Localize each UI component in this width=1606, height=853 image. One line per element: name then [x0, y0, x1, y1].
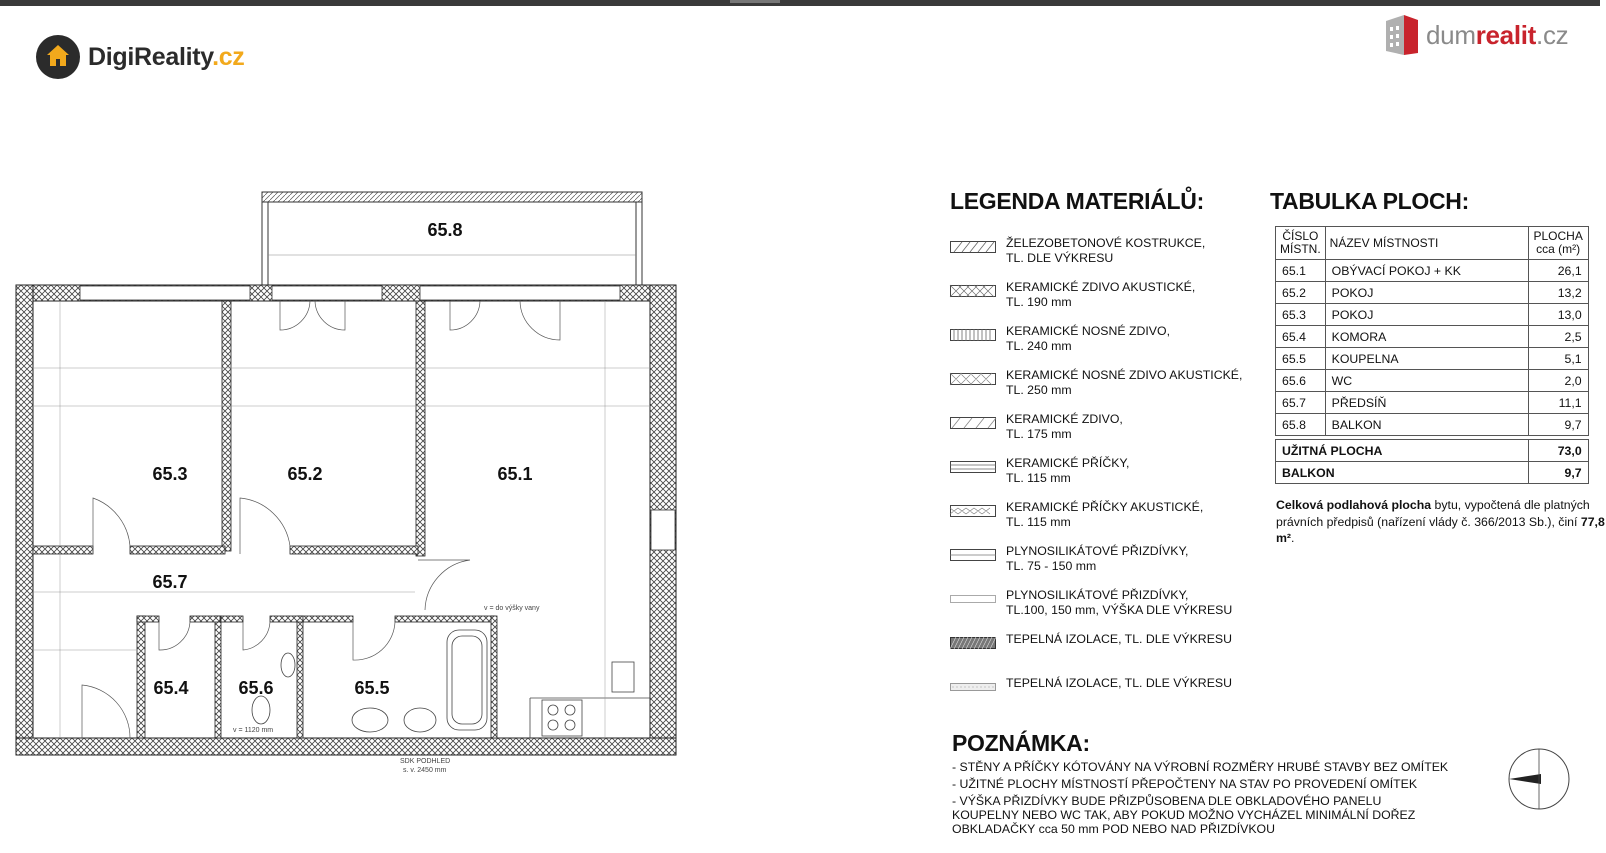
row-num: 65.7: [1276, 392, 1326, 414]
total-note-end: .: [1291, 531, 1295, 545]
total-row: [1276, 462, 1589, 484]
legend-label: PLYNOSILIKÁTOVÉ PŘIZDÍVKY, TL. 75 - 150 mm: [1006, 544, 1189, 573]
row-name: PŘEDSÍŇ: [1325, 392, 1528, 414]
row-area: 5,1: [1528, 348, 1588, 370]
notes: [952, 760, 1472, 839]
legend-label: TEPELNÁ IZOLACE, TL. DLE VÝKRESU: [1006, 632, 1232, 646]
row-area: 2,0: [1528, 370, 1588, 392]
building-icon: [1384, 13, 1420, 57]
total-note-bold: Celková podlahová plocha: [1276, 498, 1432, 512]
vanity-note: v = do výšky vany: [484, 605, 540, 612]
digireality-logo-text: [88, 43, 245, 72]
wc-height-note: v = 1120 mm: [233, 727, 274, 734]
logo-left-name-bold: Reality: [134, 42, 213, 71]
legend-item: [950, 632, 1260, 676]
legend-label: KERAMICKÉ PŘÍČKY, TL. 115 mm: [1006, 456, 1130, 485]
table-row: [1276, 260, 1589, 282]
table-row: [1276, 304, 1589, 326]
logo-left-name: Digi: [88, 42, 135, 71]
row-area: 13,2: [1528, 282, 1588, 304]
notes-title: POZNÁMKA:: [952, 730, 1090, 756]
table-row: [1276, 348, 1589, 370]
legend-item: [950, 368, 1260, 412]
logo-right-name: dum: [1426, 19, 1476, 50]
windows: [80, 286, 675, 550]
note-item: - VÝŠKA PŘIZDÍVKY BUDE PŘIZPŮSOBENA DLE OBKLADOVÉHO PANELU KOUPELNY NEBO WC TAK, ABY POKUD MOŽNO VYCHÁZEL MINIMÁLNÍ DOŘEZ OBKLADAČKY cca 50 mm POD NEBO NAD PŘIZDÍVKOU: [952, 794, 1416, 836]
row-name: KOMORA: [1325, 326, 1528, 348]
legend-label: PLYNOSILIKÁTOVÉ PŘIZDÍVKY, TL.100, 150 mm, VÝŠKA DLE VÝKRESU: [1006, 588, 1233, 617]
header-num: ČÍSLO MÍSTN.: [1276, 227, 1326, 260]
row-area: 11,1: [1528, 392, 1588, 414]
swatch-cross-2: [950, 373, 996, 385]
row-num: 65.1: [1276, 260, 1326, 282]
area-table: [1275, 226, 1589, 484]
fixtures: [252, 630, 650, 738]
row-area: 9,7: [1528, 414, 1588, 436]
swatch-dense: [950, 637, 996, 649]
table-header-row: [1276, 227, 1589, 260]
row-area: 2,5: [1528, 326, 1588, 348]
table-row: [1276, 392, 1589, 414]
row-num: 65.6: [1276, 370, 1326, 392]
legend-label: KERAMICKÉ PŘÍČKY AKUSTICKÉ, TL. 115 mm: [1006, 500, 1204, 529]
total-area-note: [1276, 497, 1606, 547]
row-area: 26,1: [1528, 260, 1588, 282]
sdk-height-note: s. v. 2450 mm: [403, 767, 447, 774]
legend-item: [950, 676, 1260, 720]
row-name: KOUPELNA: [1325, 348, 1528, 370]
note-item: - STĚNY A PŘÍČKY KÓTOVÁNY NA VÝROBNÍ ROZMĚRY HRUBÉ STAVBY BEZ OMÍTEK: [952, 760, 1449, 774]
digireality-logo[interactable]: [36, 34, 245, 80]
swatch-cross: [950, 285, 996, 297]
room-label-65-3: 65.3: [152, 464, 188, 484]
dumrealit-logo-text: [1426, 20, 1568, 51]
top-bar-tab: [730, 0, 780, 3]
north-arrow-icon: [1507, 747, 1571, 811]
house-icon: [36, 35, 80, 79]
total-area: 73,0: [1528, 440, 1588, 462]
total-note-text: bytu, vypočtená dle platných právních předpisů (nařízení vlády č. 366/2013 Sb.), činí: [1276, 498, 1590, 529]
top-bar: [0, 0, 1600, 6]
room-label-65-7: 65.7: [152, 572, 188, 592]
floor-plan: [0, 180, 700, 800]
logo-right-name-bold: realit: [1475, 19, 1537, 50]
swatch-diagonal-2: [950, 417, 996, 429]
row-num: 65.3: [1276, 304, 1326, 326]
legend-item: [950, 412, 1260, 456]
table-row: [1276, 282, 1589, 304]
swatch-diagonal: [950, 241, 996, 253]
total-note-value: 77,8 m²: [1276, 514, 1605, 545]
row-name: OBÝVACÍ POKOJ + KK: [1325, 260, 1528, 282]
dumrealit-logo[interactable]: [1384, 12, 1568, 58]
doors: [82, 301, 560, 738]
row-num: 65.2: [1276, 282, 1326, 304]
total-name: UŽITNÁ PLOCHA: [1276, 440, 1529, 462]
row-num: 65.5: [1276, 348, 1326, 370]
header-name: NÁZEV MÍSTNOSTI: [1325, 227, 1528, 260]
legend-item: [950, 456, 1260, 500]
legend-item: [950, 544, 1260, 588]
room-label-65-4: 65.4: [153, 678, 189, 698]
total-row: [1276, 440, 1589, 462]
row-name: BALKON: [1325, 414, 1528, 436]
room-label-65-6: 65.6: [238, 678, 274, 698]
room-label-65-2: 65.2: [287, 464, 323, 484]
legend-label: KERAMICKÉ ZDIVO AKUSTICKÉ, TL. 190 mm: [1006, 280, 1196, 309]
swatch-vertical: [950, 329, 996, 341]
table-row: [1276, 414, 1589, 436]
legend-item: [950, 588, 1260, 632]
exterior-walls: [16, 285, 676, 755]
legend-item: [950, 280, 1260, 324]
logo-right-domain: .cz: [1536, 19, 1569, 50]
legend-item: [950, 500, 1260, 544]
room-label-65-1: 65.1: [497, 464, 533, 484]
legend-item: [950, 324, 1260, 368]
row-name: POKOJ: [1325, 304, 1528, 326]
row-area: 13,0: [1528, 304, 1588, 326]
legend-label: KERAMICKÉ ZDIVO, TL. 175 mm: [1006, 412, 1123, 441]
table-row: [1276, 326, 1589, 348]
legend-title: LEGENDA MATERIÁLŮ:: [950, 188, 1204, 214]
table-title: TABULKA PLOCH:: [1270, 188, 1469, 214]
legend-label: KERAMICKÉ NOSNÉ ZDIVO AKUSTICKÉ, TL. 250 mm: [1006, 368, 1243, 397]
room-label-65-5: 65.5: [354, 678, 390, 698]
room-label-65-8: 65.8: [427, 220, 463, 240]
legend-item: [950, 236, 1260, 280]
row-num: 65.4: [1276, 326, 1326, 348]
interior-walls: [33, 301, 497, 738]
note-item: - UŽITNÉ PLOCHY MÍSTNOSTÍ PŘEPOČTENY NA STAV PO PROVEDENÍ OMÍTEK: [952, 777, 1418, 791]
swatch-lines: [950, 549, 996, 561]
row-num: 65.8: [1276, 414, 1326, 436]
swatch-dots: [950, 681, 996, 693]
legend-label: ŽELEZOBETONOVÉ KOSTRUKCE, TL. DLE VÝKRESU: [1006, 236, 1206, 265]
table-row: [1276, 370, 1589, 392]
row-name: WC: [1325, 370, 1528, 392]
header-area: PLOCHA cca (m²): [1528, 227, 1588, 260]
swatch-thin: [950, 593, 996, 605]
sdk-note: SDK PODHLED: [400, 758, 451, 765]
total-area: 9,7: [1528, 462, 1588, 484]
swatch-cross-3: [950, 505, 996, 517]
total-name: BALKON: [1276, 462, 1529, 484]
swatch-horizontal: [950, 461, 996, 473]
legend-label: KERAMICKÉ NOSNÉ ZDIVO, TL. 240 mm: [1006, 324, 1170, 353]
logo-left-domain: .cz: [212, 42, 245, 71]
row-name: POKOJ: [1325, 282, 1528, 304]
dimension-lines: [33, 301, 650, 738]
legend: [950, 236, 1260, 720]
legend-label: TEPELNÁ IZOLACE, TL. DLE VÝKRESU: [1006, 676, 1232, 690]
